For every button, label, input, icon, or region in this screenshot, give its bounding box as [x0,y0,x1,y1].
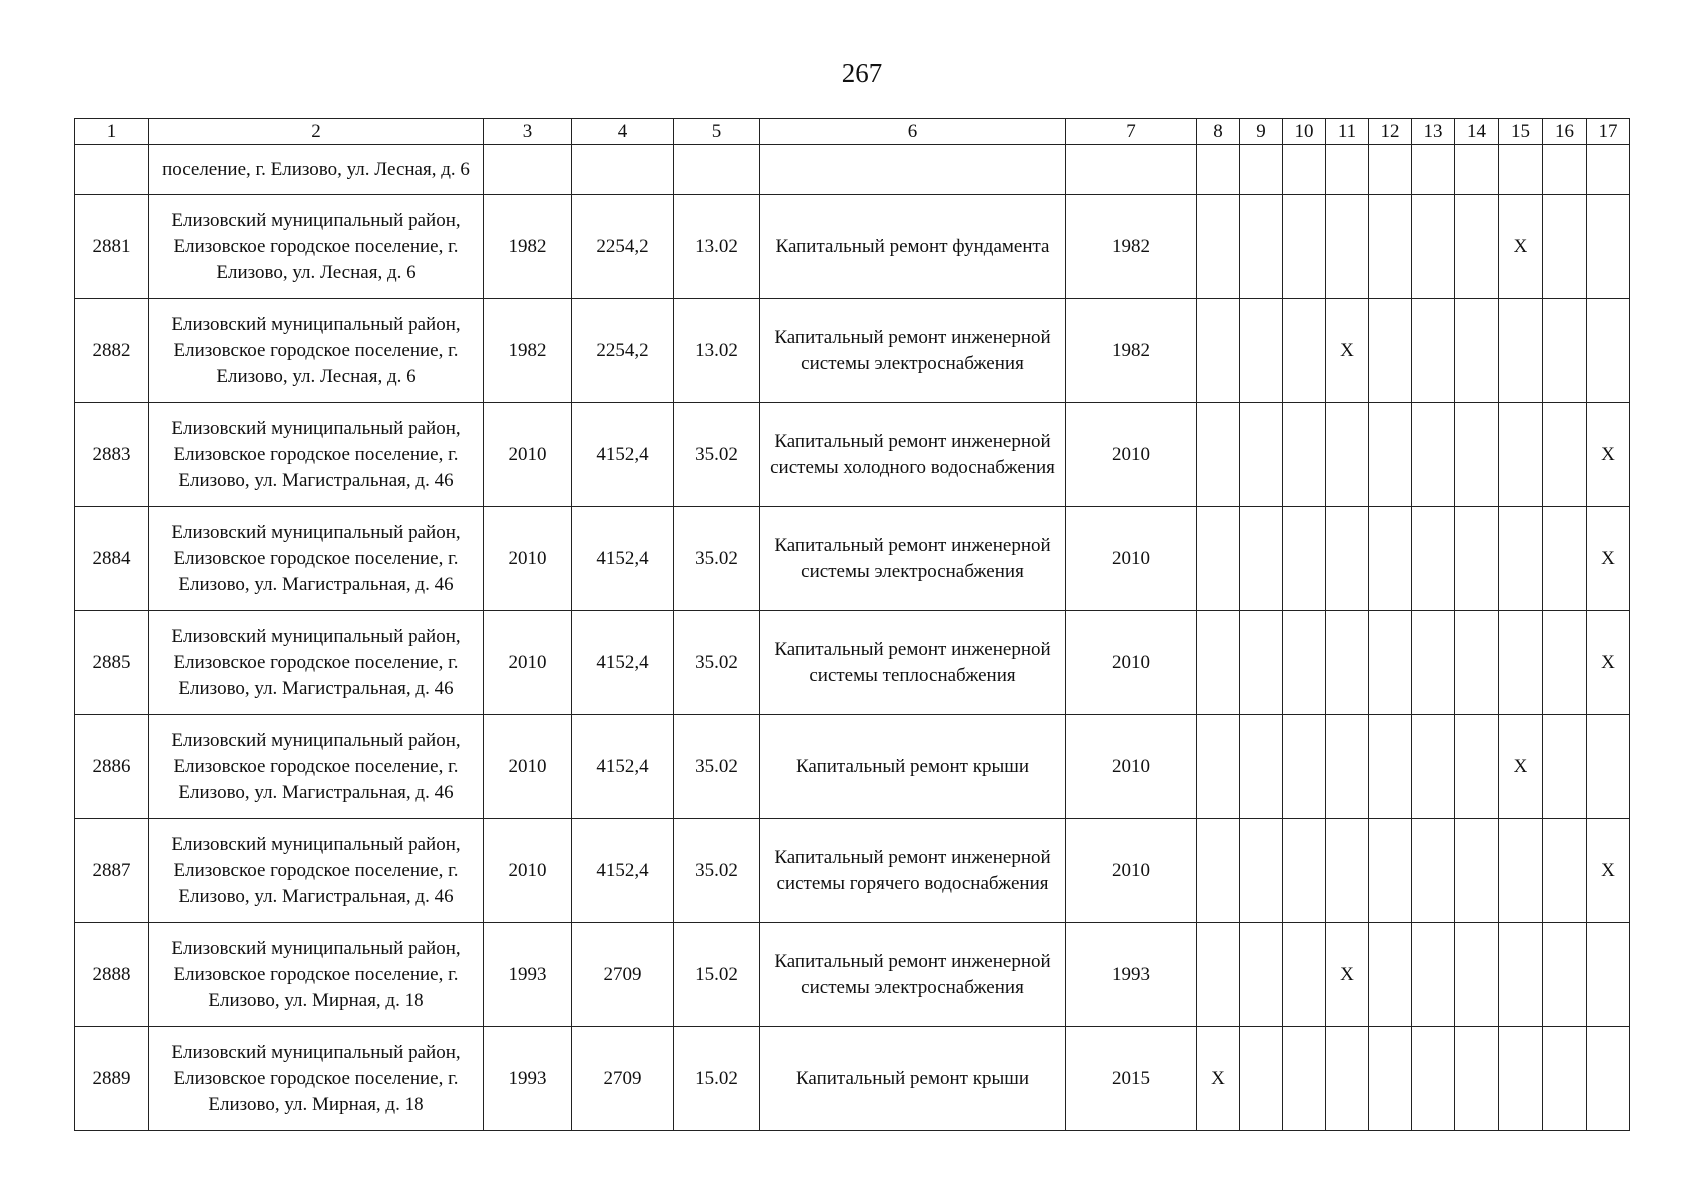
cell-work-type: Капитальный ремонт фундамента [760,195,1066,299]
cell-mark: X [1499,715,1543,819]
cell-mark [1240,299,1283,403]
cell-empty [484,145,572,195]
cell-mark [1283,611,1326,715]
column-number-row [75,119,1630,145]
cell-address: Елизовский муниципальный район, Елизовское городское поселение, г. Елизово, ул. Мирная, д. 18 [149,923,484,1027]
cell-wear: 35.02 [674,403,760,507]
cell-mark [1240,715,1283,819]
cell-mark [1197,195,1240,299]
cell-empty [674,145,760,195]
cell-mark [1543,195,1587,299]
cell-work-type: Капитальный ремонт инженерной системы электроснабжения [760,299,1066,403]
column-header: 3 [484,119,572,145]
cell-mark [1543,819,1587,923]
cell-empty [1499,145,1543,195]
cell-wear: 35.02 [674,715,760,819]
table-row [75,1027,1630,1131]
cell-mark [1197,611,1240,715]
cell-area: 2254,2 [572,195,674,299]
cell-year-last: 1982 [1066,299,1197,403]
cell-area: 4152,4 [572,715,674,819]
column-header: 13 [1412,119,1455,145]
cell-year-built: 2010 [484,507,572,611]
cell-mark [1455,1027,1499,1131]
cell-mark [1587,299,1630,403]
column-header: 5 [674,119,760,145]
cell-empty [1240,145,1283,195]
cell-work-type: Капитальный ремонт инженерной системы теплоснабжения [760,611,1066,715]
cell-area: 4152,4 [572,819,674,923]
cell-mark [1543,403,1587,507]
column-header: 4 [572,119,674,145]
cell-year-built: 2010 [484,819,572,923]
cell-mark: X [1499,195,1543,299]
cell-empty [1066,145,1197,195]
cell-mark [1499,507,1543,611]
cell-empty [1543,145,1587,195]
cell-year-last: 2010 [1066,715,1197,819]
cell-mark [1197,923,1240,1027]
cell-mark [1455,715,1499,819]
table-row [75,403,1630,507]
cell-mark [1326,403,1369,507]
cell-work-type: Капитальный ремонт инженерной системы холодного водоснабжения [760,403,1066,507]
column-header: 17 [1587,119,1630,145]
cell-mark [1283,715,1326,819]
cell-empty [1412,145,1455,195]
cell-wear: 35.02 [674,819,760,923]
cell-area: 4152,4 [572,507,674,611]
cell-mark: X [1587,507,1630,611]
cell-mark [1412,923,1455,1027]
cell-mark [1499,923,1543,1027]
cell-wear: 13.02 [674,195,760,299]
continuation-row [75,145,1630,195]
cell-mark [1499,1027,1543,1131]
cell-mark [1283,195,1326,299]
cell-area: 4152,4 [572,403,674,507]
cell-number: 2885 [75,611,149,715]
cell-mark [1412,611,1455,715]
column-header: 9 [1240,119,1283,145]
column-header: 11 [1326,119,1369,145]
cell-address: Елизовский муниципальный район, Елизовское городское поселение, г. Елизово, ул. Магистральная, д. 46 [149,403,484,507]
cell-mark [1369,1027,1412,1131]
cell-number: 2883 [75,403,149,507]
cell-mark [1587,195,1630,299]
cell-mark [1412,1027,1455,1131]
cell-number: 2881 [75,195,149,299]
table-row [75,507,1630,611]
cell-number: 2884 [75,507,149,611]
cell-address: Елизовский муниципальный район, Елизовское городское поселение, г. Елизово, ул. Мирная, д. 18 [149,1027,484,1131]
table-row [75,715,1630,819]
cell-mark [1412,299,1455,403]
cell-mark [1499,299,1543,403]
cell-mark [1543,923,1587,1027]
table-row [75,923,1630,1027]
cell-mark: X [1587,403,1630,507]
cell-mark [1240,819,1283,923]
cell-number: 2888 [75,923,149,1027]
table-row [75,819,1630,923]
table-row [75,299,1630,403]
cell-empty [760,145,1066,195]
cell-mark [1412,715,1455,819]
cell-mark [1369,299,1412,403]
cell-year-last: 2010 [1066,819,1197,923]
cell-mark [1197,715,1240,819]
cell-address: Елизовский муниципальный район, Елизовское городское поселение, г. Елизово, ул. Магистральная, д. 46 [149,507,484,611]
cell-mark: X [1326,299,1369,403]
cell-year-built: 1982 [484,299,572,403]
cell-mark [1197,403,1240,507]
cell-mark [1455,819,1499,923]
cell-mark [1283,923,1326,1027]
table-row [75,611,1630,715]
cell-mark [1455,299,1499,403]
cell-mark [1369,403,1412,507]
capital-repair-table [74,118,1630,1131]
column-header: 8 [1197,119,1240,145]
cell-mark [1412,507,1455,611]
cell-mark [1326,1027,1369,1131]
cell-mark [1197,507,1240,611]
cell-mark [1369,195,1412,299]
cell-mark [1412,195,1455,299]
cell-work-type: Капитальный ремонт крыши [760,715,1066,819]
column-header: 12 [1369,119,1412,145]
cell-mark: X [1587,611,1630,715]
cell-mark [1543,1027,1587,1131]
cell-mark [1369,507,1412,611]
cell-mark [1240,1027,1283,1131]
cell-mark [1455,507,1499,611]
cell-number: 2882 [75,299,149,403]
cell-mark [1240,923,1283,1027]
cell-mark [1326,195,1369,299]
cell-mark [1369,611,1412,715]
cell-year-last: 2010 [1066,611,1197,715]
cell-year-built: 1993 [484,923,572,1027]
cell-wear: 13.02 [674,299,760,403]
cell-mark [1543,611,1587,715]
cell-address: Елизовский муниципальный район, Елизовское городское поселение, г. Елизово, ул. Лесная, д. 6 [149,299,484,403]
cell-work-type: Капитальный ремонт инженерной системы электроснабжения [760,507,1066,611]
cell-year-built: 1982 [484,195,572,299]
cell-mark [1326,715,1369,819]
cell-work-type: Капитальный ремонт инженерной системы электроснабжения [760,923,1066,1027]
cell-year-built: 2010 [484,403,572,507]
cell-mark [1283,403,1326,507]
page-number: 267 [841,58,883,88]
cell-mark [1369,715,1412,819]
cell-number: 2887 [75,819,149,923]
cell-mark [1283,819,1326,923]
cell-area: 4152,4 [572,611,674,715]
cell-address: поселение, г. Елизово, ул. Лесная, д. 6 [149,145,484,195]
cell-year-last: 2010 [1066,403,1197,507]
cell-empty [75,145,149,195]
cell-mark [1499,819,1543,923]
cell-mark [1240,611,1283,715]
cell-mark [1197,819,1240,923]
cell-address: Елизовский муниципальный район, Елизовское городское поселение, г. Елизово, ул. Лесная, д. 6 [149,195,484,299]
cell-mark [1587,715,1630,819]
cell-year-built: 2010 [484,611,572,715]
cell-mark: X [1587,819,1630,923]
cell-mark [1543,299,1587,403]
cell-mark [1455,195,1499,299]
cell-year-last: 1993 [1066,923,1197,1027]
cell-year-built: 1993 [484,1027,572,1131]
cell-mark [1499,611,1543,715]
cell-address: Елизовский муниципальный район, Елизовское городское поселение, г. Елизово, ул. Магистральная, д. 46 [149,819,484,923]
cell-mark: X [1197,1027,1240,1131]
cell-mark [1543,715,1587,819]
cell-mark [1412,403,1455,507]
cell-mark [1283,507,1326,611]
cell-mark [1587,1027,1630,1131]
cell-mark [1240,507,1283,611]
cell-work-type: Капитальный ремонт крыши [760,1027,1066,1131]
cell-mark [1326,819,1369,923]
cell-address: Елизовский муниципальный район, Елизовское городское поселение, г. Елизово, ул. Магистральная, д. 46 [149,715,484,819]
cell-mark [1369,923,1412,1027]
cell-mark [1240,195,1283,299]
cell-mark [1543,507,1587,611]
column-header: 2 [149,119,484,145]
cell-empty [1369,145,1412,195]
cell-mark: X [1326,923,1369,1027]
cell-area: 2254,2 [572,299,674,403]
cell-number: 2889 [75,1027,149,1131]
cell-mark [1283,1027,1326,1131]
cell-address: Елизовский муниципальный район, Елизовское городское поселение, г. Елизово, ул. Магистральная, д. 46 [149,611,484,715]
cell-mark [1412,819,1455,923]
cell-wear: 15.02 [674,923,760,1027]
cell-year-built: 2010 [484,715,572,819]
cell-area: 2709 [572,1027,674,1131]
cell-wear: 35.02 [674,507,760,611]
cell-empty [572,145,674,195]
cell-mark [1587,923,1630,1027]
cell-mark [1326,507,1369,611]
cell-wear: 35.02 [674,611,760,715]
cell-empty [1326,145,1369,195]
cell-wear: 15.02 [674,1027,760,1131]
cell-mark [1369,819,1412,923]
cell-mark [1197,299,1240,403]
cell-mark [1455,923,1499,1027]
cell-mark [1455,611,1499,715]
table-row [75,195,1630,299]
column-header: 6 [760,119,1066,145]
cell-year-last: 2015 [1066,1027,1197,1131]
cell-mark [1499,403,1543,507]
column-header: 10 [1283,119,1326,145]
cell-empty [1283,145,1326,195]
cell-number: 2886 [75,715,149,819]
cell-mark [1283,299,1326,403]
cell-empty [1455,145,1499,195]
cell-mark [1240,403,1283,507]
cell-year-last: 2010 [1066,507,1197,611]
cell-mark [1326,611,1369,715]
cell-year-last: 1982 [1066,195,1197,299]
column-header: 7 [1066,119,1197,145]
cell-mark [1455,403,1499,507]
cell-empty [1197,145,1240,195]
column-header: 16 [1543,119,1587,145]
column-header: 1 [75,119,149,145]
column-header: 14 [1455,119,1499,145]
cell-empty [1587,145,1630,195]
cell-work-type: Капитальный ремонт инженерной системы горячего водоснабжения [760,819,1066,923]
column-header: 15 [1499,119,1543,145]
cell-area: 2709 [572,923,674,1027]
